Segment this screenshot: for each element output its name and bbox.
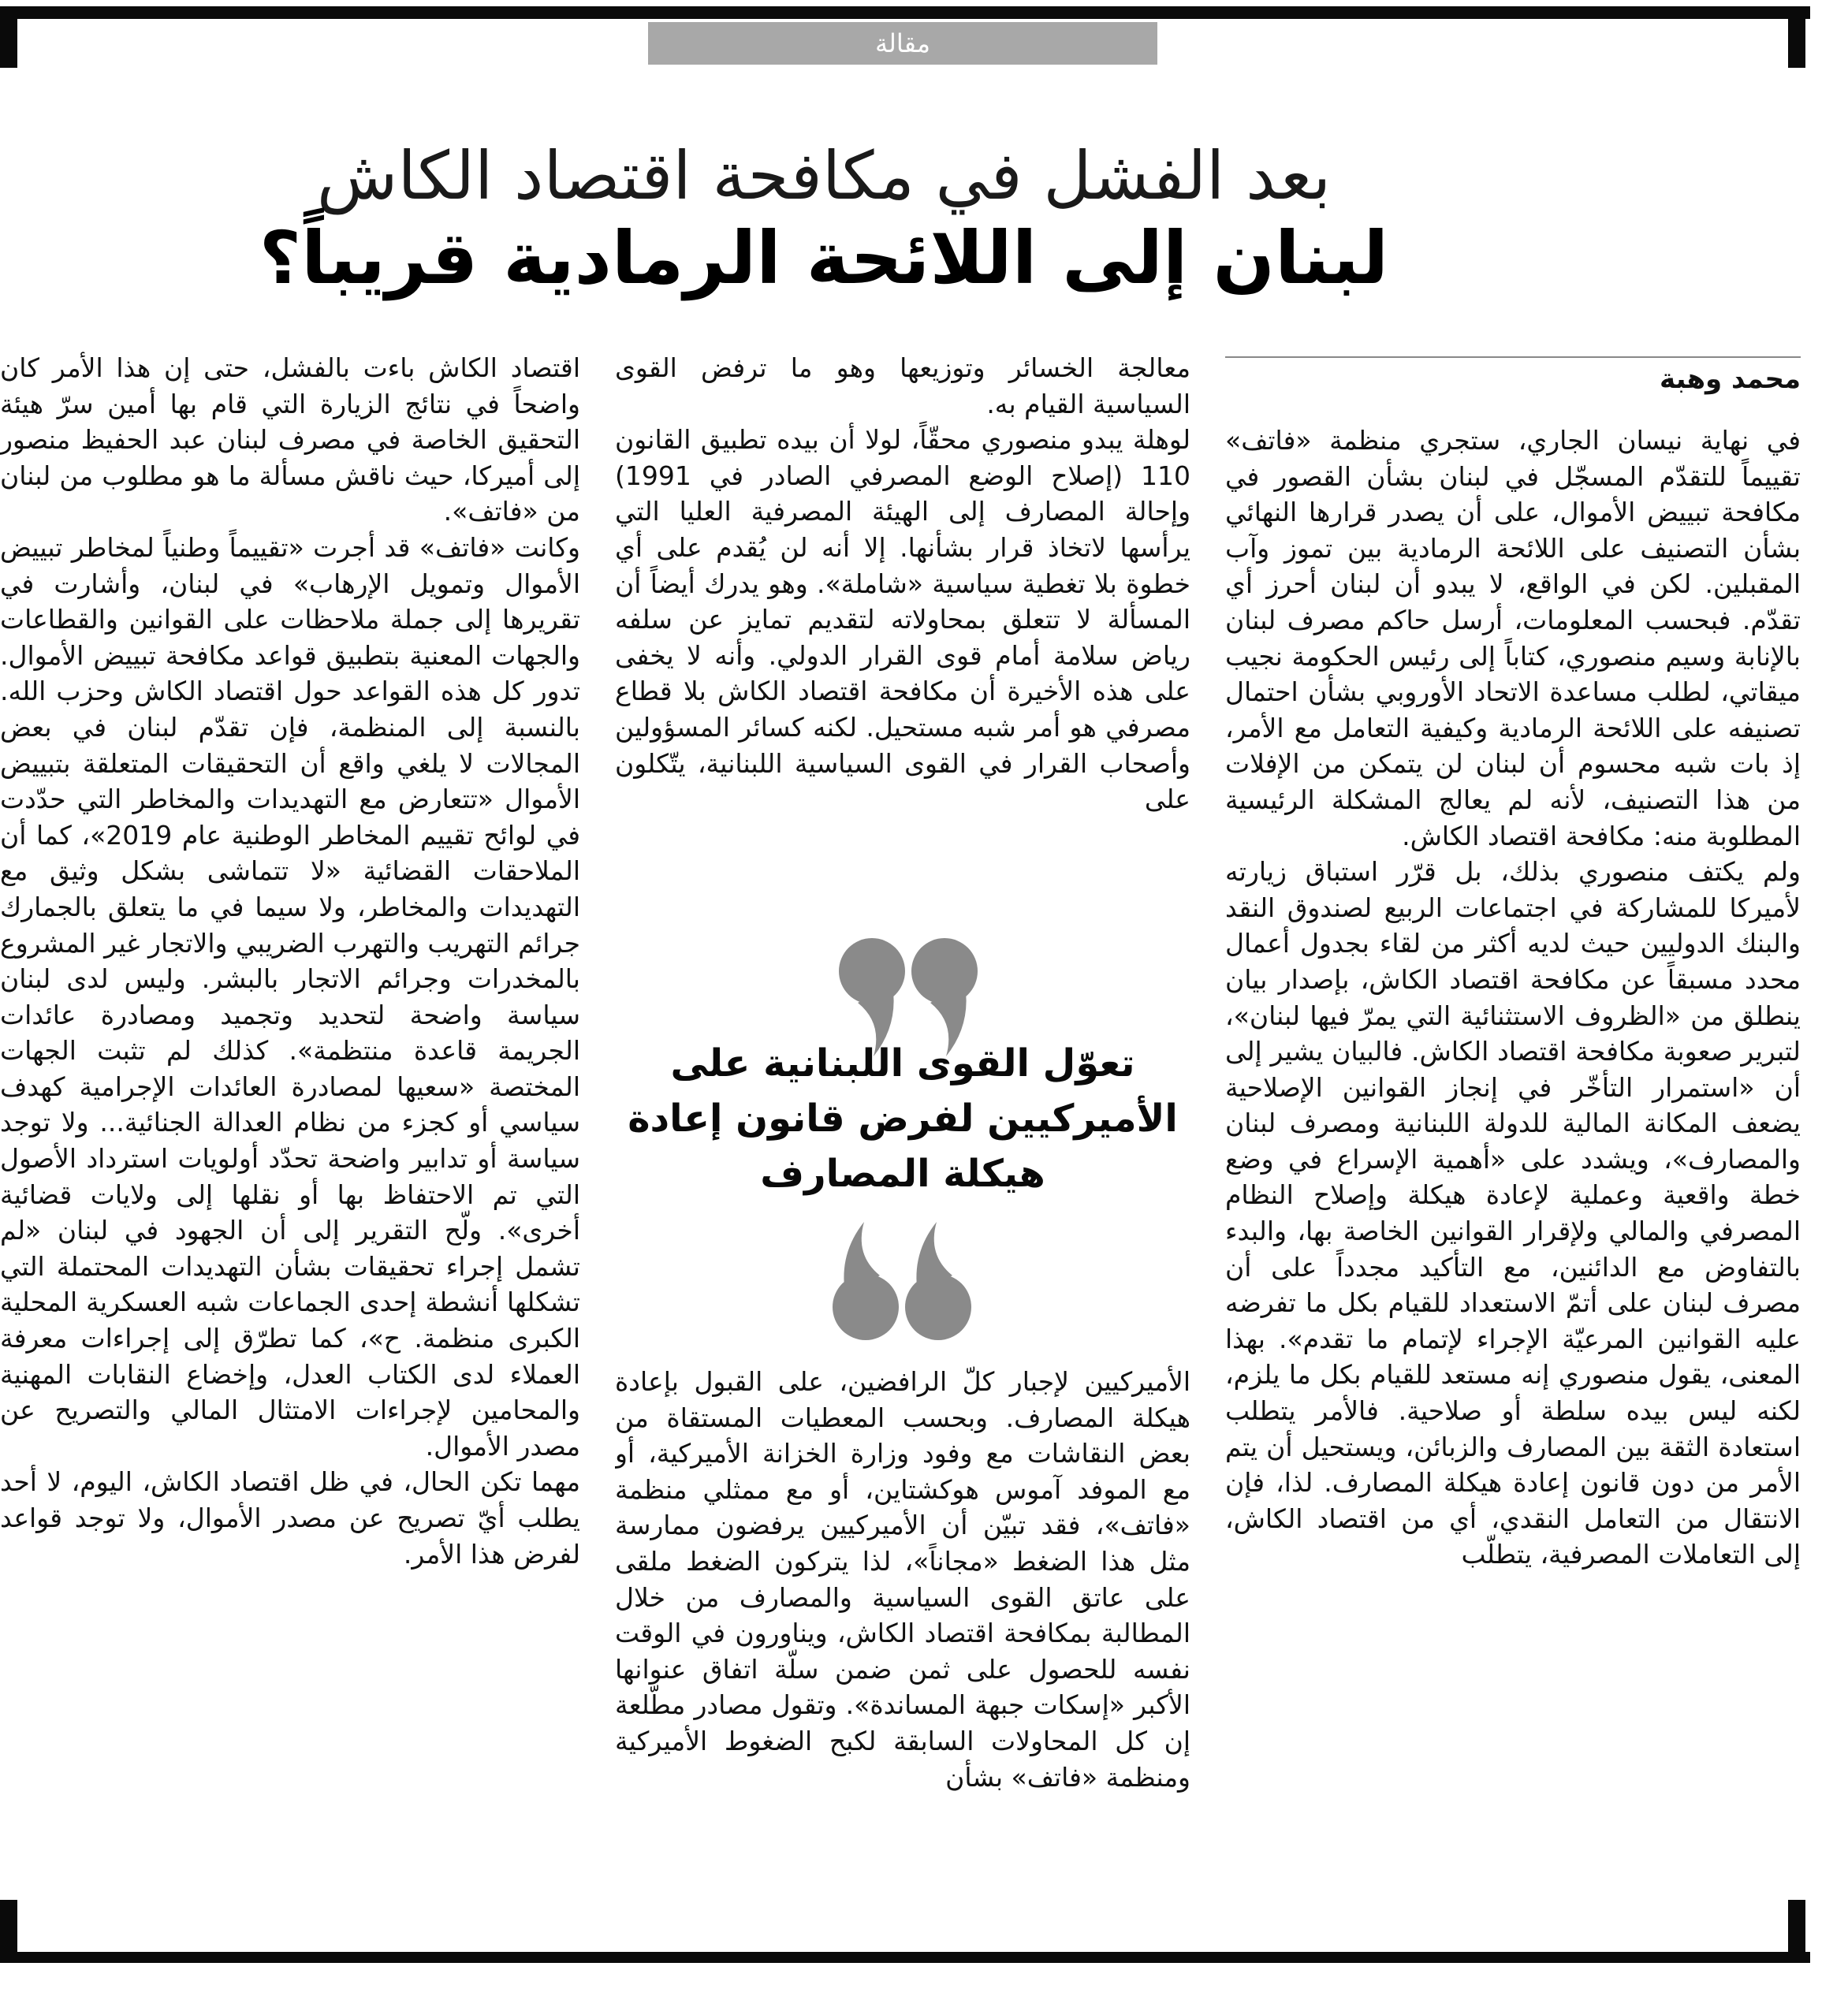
pull-quote: تعوّل القوى اللبنانية على الأميركيين لفرض قانون إعادة هيكلة المصارف <box>628 1041 1178 1196</box>
section-label: مقالة <box>648 22 1157 65</box>
article-column-middle-bottom <box>615 1364 1190 1892</box>
paragraph: لوهلة يبدو منصوري محقّاً، لولا أن بيده تطبيق القانون 110 (إصلاح الوضع المصرفي الصادر في 1991) وإحالة المصارف إلى الهيئة المصرفية العليا التي يرأسها لاتخاذ قرار بشأنها. إلا أنه لن يُقدم على أي خطوة بلا تغطية سياسية «شاملة». وهو يدرك أيضاً أن المسألة لا تتعلق بمحاولاته لتقديم تمايز عن سلفه رياض سلامة أمام قوى القرار الدولي. وأنه لا يخفى على هذه الأخيرة أن مكافحة اقتصاد الكاش بلا قطاع مصرفي هو أمر شبه مستحيل. لكنه كسائر المسؤولين وأصحاب القرار في القوى السياسية اللبنانية، يتّكلون على <box>615 424 1190 815</box>
paragraph: مهما تكن الحال، في ظل اقتصاد الكاش، اليوم، لا أحد يطلب أيّ تصريح عن مصدر الأموال، ولا توجد قواعد لفرض هذا الأمر. <box>0 1466 580 1570</box>
article-column-middle-top <box>615 350 1190 925</box>
frame-right-top-bar <box>1788 6 1805 68</box>
frame-left-top-bar <box>0 6 17 68</box>
paragraph: ولم يكتف منصوري بذلك، بل قرّر استباق زيارته لأميركا للمشاركة في اجتماعات الربيع لصندوق النقد والبنك الدوليين حيث لديه أكثر من لقاء بجدول أعمال محدد مسبقاً عن مكافحة اقتصاد الكاش، بإصدار بيان ينطلق من «الظروف الاستثنائية التي يمرّ فيها لبنان»، لتبرير صعوبة مكافحة اقتصاد الكاش. فالبيان يشير إلى أن «استمرار التأخّر في إنجاز القوانين الإصلاحية يضعف المكانة المالية للدولة اللبنانية ومصرف لبنان والمصارف»، ويشدد على «أهمية الإسراع في وضع خطة واقعية وعملية لإعادة هيكلة وإصلاح النظام المصرفي والمالي ولإقرار القوانين الخاصة بها، والبدء بالتفاوض مع الدائنين، مع التأكيد مجدداً على أن مصرف لبنان على أتمّ الاستعداد للقيام بكل ما تفرضه عليه القوانين المرعيّة الإجراء لإتمام ما تقدم». بهذا المعنى، يقول منصوري إنه مستعد للقيام بكل ما يلزم، لكنه ليس بيده سلطة أو صلاحية. فالأمر يتطلب استعادة الثقة بين المصارف والزبائن، ويستحيل أن يتم الأمر من دون قانون إعادة هيكلة المصارف. لذا، فإن الانتقال من التعامل النقدي، أي من اقتصاد الكاش، إلى التعاملات المصرفية، يتطلّب <box>1225 856 1801 1570</box>
frame-bottom-bar <box>0 1952 1810 1963</box>
article-column-left <box>0 350 580 1887</box>
byline: محمد وهبة <box>1659 363 1801 395</box>
paragraph: وكانت «فاتف» قد أجرت «تقييماً وطنياً لمخاطر تبييض الأموال وتمويل الإرهاب» في لبنان، وأشارت في تقريرها إلى جملة ملاحظات على القوانين والقطاعات والجهات المعنية بتطبيق قواعد مكافحة تبييض الأموال. تدور كل هذه القواعد حول اقتصاد الكاش وحزب الله. بالنسبة إلى المنظمة، فإن تقدّم لبنان في بعض المجالات لا يلغي واقع أن التحقيقات المتعلقة بتبييض الأموال «تتعارض مع التهديدات والمخاطر التي حدّدت في لوائح تقييم المخاطر الوطنية عام 2019»، كما أن الملاحقات القضائية «لا تتماشى بشكل وثيق مع التهديدات والمخاطر، ولا سيما في ما يتعلق بالجمارك جرائم التهريب والتهرب الضريبي والاتجار غير المشروع بالمخدرات وجرائم الاتجار بالبشر. وليس لدى لبنان سياسة واضحة لتحديد وتجميد ومصادرة عائدات الجريمة قاعدة منتظمة». كذلك لم تثبت الجهات المختصة «سعيها لمصادرة العائدات الإجرامية كهدف سياسي أو كجزء من نظام العدالة الجنائية... ولا توجد سياسة أو تدابير واضحة تحدّد أولويات استرداد الأصول التي تم الاحتفاظ بها أو نقلها إلى ولايات قضائية أخرى». ولّح التقرير إلى أن الجهود في لبنان «لم تشمل إجراء تحقيقات بشأن التهديدات المحتملة التي تشكلها أنشطة إحدى الجماعات شبه العسكرية المحلية الكبرى منظمة. ح»، كما تطرّق إلى إجراءات معرفة العملاء لدى الكتاب العدل، وإخضاع النقابات المهنية والمحامين لإجراءات الامتثال المالي والتصريح عن مصدر الأموال. <box>0 531 580 1462</box>
headline-kicker: بعد الفشل في مكافحة اقتصاد الكاش <box>316 137 1332 214</box>
frame-top-bar <box>0 6 1810 19</box>
paragraph: في نهاية نيسان الجاري، ستجري منظمة «فاتف» تقييماً للتقدّم المسجّل في لبنان بشأن القصور في مكافحة تبييض الأموال، على أن يصدر قرارها النهائي بشأن التصنيف على اللائحة الرمادية بين تموز وآب المقبلين. لكن في الواقع، لا يبدو أن لبنان أحرز أي تقدّم. فبحسب المعلومات، أرسل حاكم مصرف لبنان بالإنابة وسيم منصوري، كتاباً إلى رئيس الحكومة نجيب ميقاتي، لطلب مساعدة الاتحاد الأوروبي بشأن احتمال تصنيفه على اللائحة الرمادية وكيفية التعامل مع الأمر، إذ بات شبه محسوم أن لبنان لن يتمكن من الإفلات من هذا التصنيف، لأنه لم يعالج المشكلة الرئيسية المطلوبة منه: مكافحة اقتصاد الكاش. <box>1225 425 1801 851</box>
paragraph: الأميركيين لإجبار كلّ الرافضين، على القبول بإعادة هيكلة المصارف. وبحسب المعطيات المستقاة من بعض النقاشات مع وفود وزارة الخزانة الأميركية، أو مع الموفد آموس هوكشتاين، أو مع ممثلي منظمة «فاتف»، فقد تبيّن أن الأميركيين يرفضون ممارسة مثل هذا الضغط «مجاناً»، لذا يتركون الضغط ملقى على عاتق القوى السياسية والمصارف من خلال المطالبة بمكافحة اقتصاد الكاش، ويناورون في الوقت نفسه للحصول على ثمن ضمن سلّة اتفاق عنوانها الأكبر «إسكات جبهة المساندة». وتقول مصادر مطّلعة إن كل المحاولات السابقة لكبح الضغوط الأميركية ومنظمة «فاتف» بشأن <box>615 1366 1190 1793</box>
frame-left-bottom-bar <box>0 1900 17 1963</box>
paragraph: اقتصاد الكاش باءت بالفشل، حتى إن هذا الأمر كان واضحاً في نتائج الزيارة التي قام بها أمين سرّ هيئة التحقيق الخاصة في مصرف لبنان عبد الحفيظ منصور إلى أميركا، حيث ناقش مسألة ما هو مطلوب من لبنان من «فاتف». <box>0 352 580 527</box>
byline-rule <box>1225 356 1801 358</box>
opening-quote-icon <box>826 1214 984 1348</box>
paragraph: معالجة الخسائر وتوزيعها وهو ما ترفض القوى السياسية القيام به. <box>615 352 1190 419</box>
frame-right-bottom-bar <box>1788 1900 1805 1963</box>
article-column-right <box>1225 423 1801 1860</box>
headline-main: لبنان إلى اللائحة الرمادية قريباً؟ <box>259 216 1389 300</box>
